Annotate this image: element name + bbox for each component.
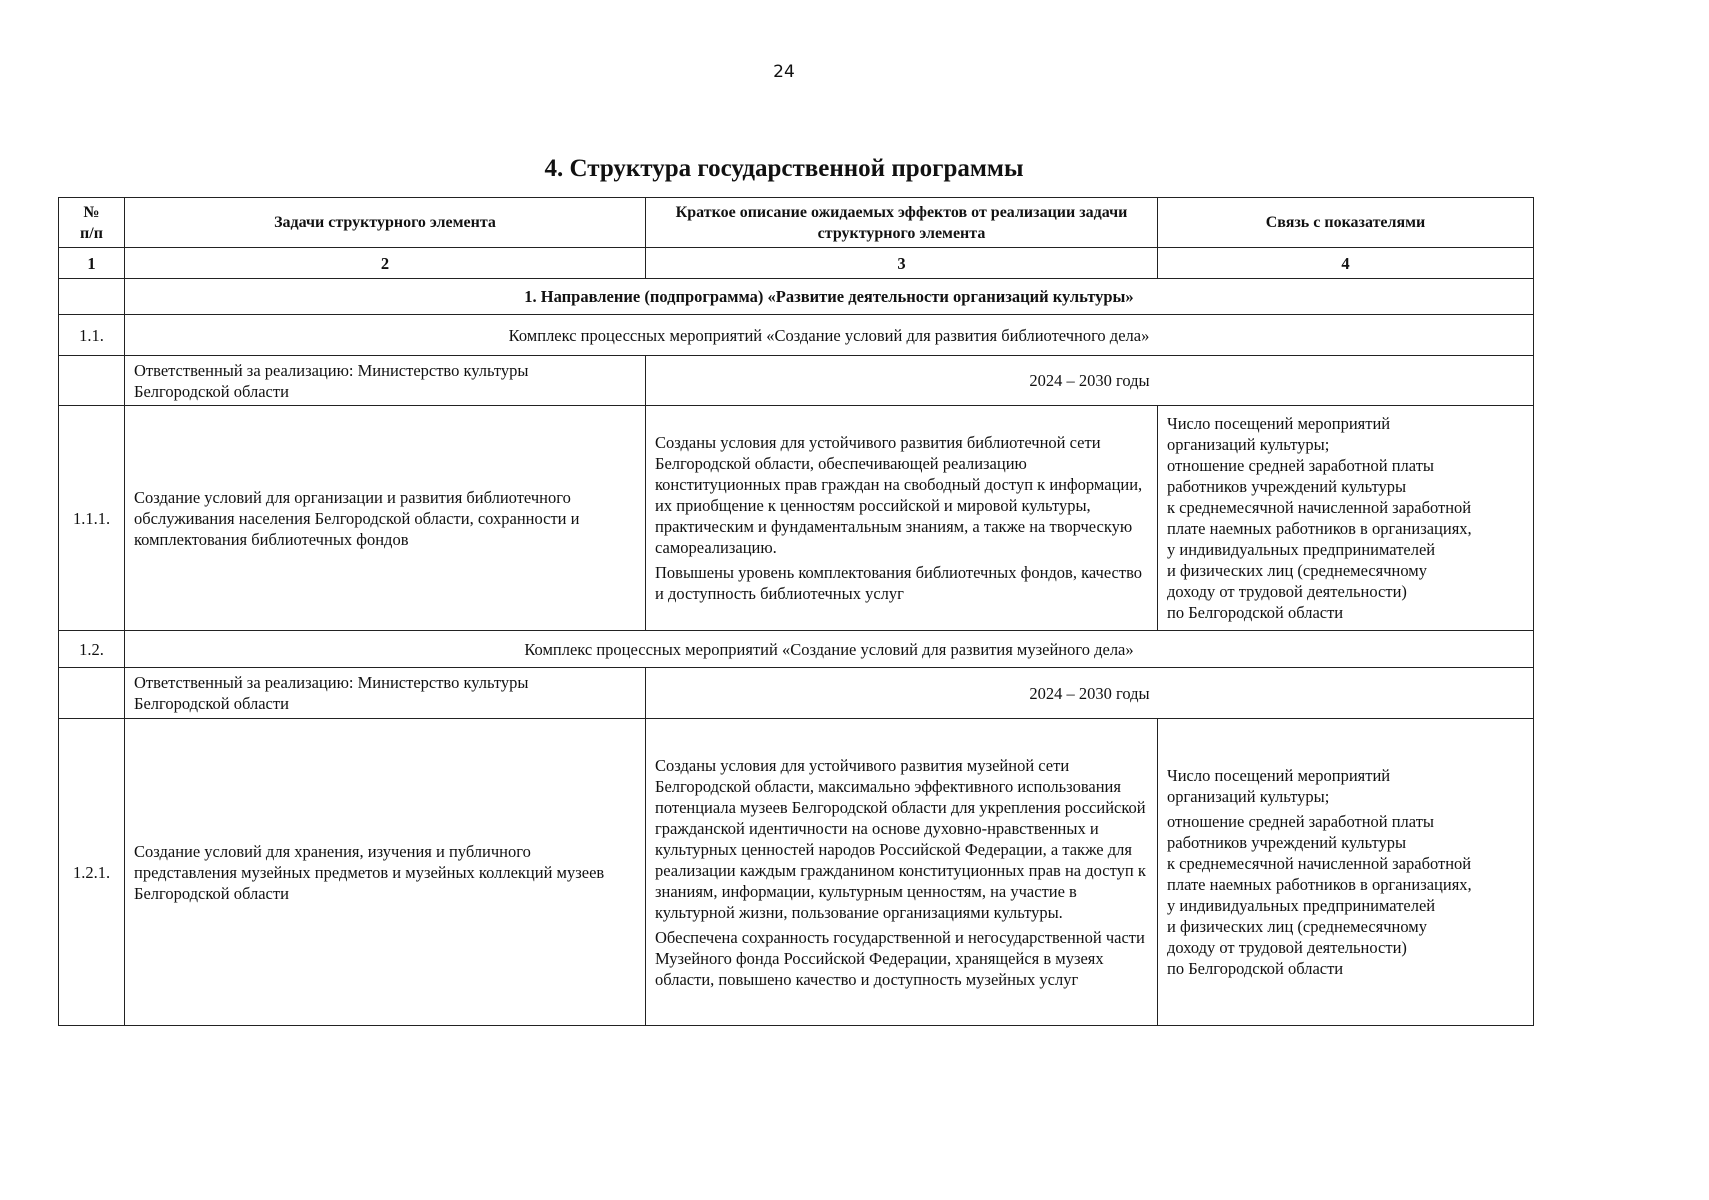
header-indicators: Связь с показателями bbox=[1158, 198, 1534, 248]
page-title: 4. Структура государственной программы bbox=[544, 155, 1024, 182]
complex-row bbox=[59, 315, 1534, 356]
effects-text bbox=[646, 719, 1158, 1026]
column-number: 1 bbox=[59, 248, 125, 279]
section-row bbox=[59, 279, 1534, 315]
complex-title: Комплекс процессных мероприятий «Создание условий для развития музейного дела» bbox=[125, 631, 1534, 668]
responsible-text: Ответственный за реализацию: Министерство культуры Белгородской области bbox=[125, 668, 646, 719]
section-title: 1. Направление (подпрограмма) «Развитие деятельности организаций культуры» bbox=[125, 279, 1534, 315]
effect-paragraph: Повышены уровень комплектования библиотечных фондов, качество и доступность библиотечных услуг bbox=[655, 563, 1143, 603]
header-effects: Краткое описание ожидаемых эффектов от реализации задачи структурного элемента bbox=[646, 198, 1158, 248]
effects-text bbox=[646, 406, 1158, 631]
complex-row bbox=[59, 631, 1534, 668]
empty-cell bbox=[59, 668, 125, 719]
row-number: 1.1. bbox=[59, 315, 125, 356]
responsible-row bbox=[59, 668, 1534, 719]
effect-paragraph: Обеспечена сохранность государственной и негосударственной части Музейного фонда Российской Федерации, хранящейся в музеях области, повышено качество и доступность музейных услуг bbox=[655, 927, 1145, 989]
task-text: Создание условий для организации и развития библиотечного обслуживания населения Белгородской области, сохранности и комплектования библиотечных фондов bbox=[125, 406, 646, 631]
column-number-row bbox=[59, 248, 1534, 279]
responsible-row bbox=[59, 356, 1534, 406]
row-number: 1.1.1. bbox=[59, 406, 125, 631]
indicators-text bbox=[1158, 719, 1534, 1026]
task-row bbox=[59, 719, 1534, 1026]
program-structure-table bbox=[58, 197, 1534, 1026]
complex-title: Комплекс процессных мероприятий «Создание условий для развития библиотечного дела» bbox=[125, 315, 1534, 356]
row-number: 1.2. bbox=[59, 631, 125, 668]
task-text: Создание условий для хранения, изучения и публичного представления музейных предметов и музейных коллекций музеев Белгородской области bbox=[125, 719, 646, 1026]
column-number: 3 bbox=[646, 248, 1158, 279]
period-text: 2024 – 2030 годы bbox=[646, 356, 1534, 406]
task-row bbox=[59, 406, 1534, 631]
indicator-paragraph: Число посещений мероприятий организаций культуры; bbox=[1167, 766, 1391, 806]
period-text: 2024 – 2030 годы bbox=[646, 668, 1534, 719]
empty-cell bbox=[59, 356, 125, 406]
column-number: 2 bbox=[125, 248, 646, 279]
table-header-row bbox=[59, 198, 1534, 248]
effect-paragraph: Созданы условия для устойчивого развития музейной сети Белгородской области, максимально эффективного использования потенциала музеев Белгородской области для укрепления российской гражданской идентичности на основе духовно-нравственных и культурных ценностей народов Российской Федерации, а также для реализации каждым гражданином конституционных прав на доступ к знаниям, информации, культурным ценностям, на участие в культурной жизни, пользование организациями культуры. bbox=[655, 755, 1146, 922]
header-num: № п/п bbox=[59, 198, 125, 248]
indicator-paragraph: отношение средней заработной платы работников учреждений культуры к среднемесячной начисленной заработной плате наемных работников в организациях, у индивидуальных предпринимателей и физических лиц (среднемесячному доходу от трудовой деятельности) по Белгородской области bbox=[1167, 812, 1472, 978]
page-number: 24 bbox=[773, 62, 795, 82]
empty-cell bbox=[59, 279, 125, 315]
effect-paragraph: Созданы условия для устойчивого развития библиотечной сети Белгородской области, обеспечивающей реализацию конституционных прав граждан на свободный доступ к информации, их приобщение к ценностям российской и мировой культуры, практическим и фундаментальным знаниям, а также на творческую самореализацию. bbox=[655, 433, 1143, 557]
indicators-text: Число посещений мероприятий организаций культуры; отношение средней заработной платы работников учреждений культуры к среднемесячной начисленной заработной плате наемных работников в организациях, у индивидуальных предпринимателей и физических лиц (среднемесячному доходу от трудовой деятельности) по Белгородской области bbox=[1158, 406, 1534, 631]
responsible-text: Ответственный за реализацию: Министерство культуры Белгородской области bbox=[125, 356, 646, 406]
row-number: 1.2.1. bbox=[59, 719, 125, 1026]
header-tasks: Задачи структурного элемента bbox=[125, 198, 646, 248]
column-number: 4 bbox=[1158, 248, 1534, 279]
